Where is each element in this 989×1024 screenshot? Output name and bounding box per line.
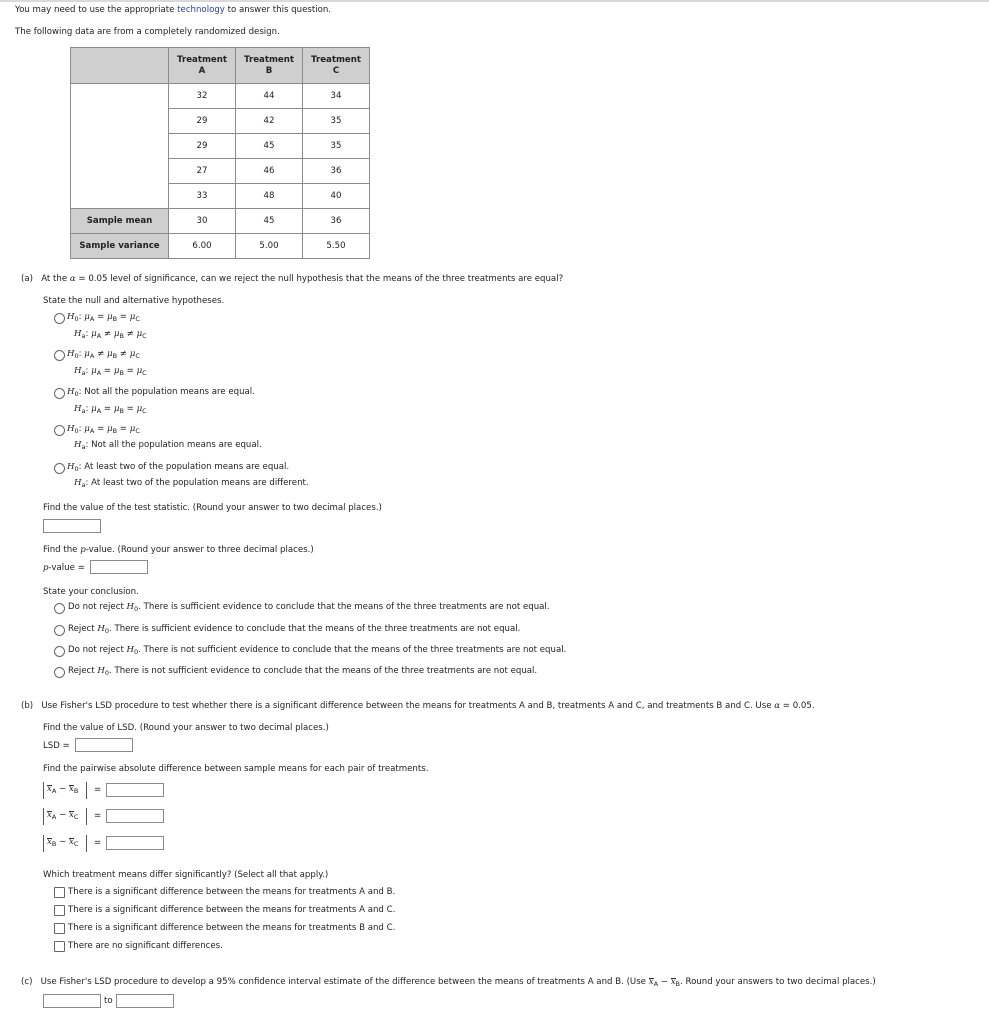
diff-bc-input[interactable] xyxy=(106,836,164,850)
abs-bar-left xyxy=(43,808,44,825)
conclusion-option-2-radio[interactable] xyxy=(54,625,65,636)
conclusion-option-3-radio[interactable] xyxy=(54,646,65,657)
technology-link[interactable]: technology xyxy=(177,5,225,15)
which-differ-prompt: Which treatment means differ significantly? (Select all that apply.) xyxy=(43,870,329,880)
hypothesis-option-4-h0: $H_0$: $\mu_A = \mu_B = \mu_C$ xyxy=(67,424,140,435)
conclusion-option-3-label: Do not reject $H_0$. There is not sufficient evidence to conclude that the means of the three treatments are not equal. xyxy=(68,645,567,656)
table-row: 33 48 40 xyxy=(71,184,370,209)
diff-bc-label: $x_B - x_C$ xyxy=(47,837,79,848)
hypothesis-option-5-ha: $H_a$: At least two of the population means are different. xyxy=(74,478,309,489)
conclusion-option-1-radio[interactable] xyxy=(54,603,65,614)
hypothesis-option-5-radio[interactable] xyxy=(54,463,65,474)
intro-line-1: You may need to use the appropriate technology to answer this question. xyxy=(15,5,332,15)
pairwise-prompt: Find the pairwise absolute difference between sample means for each pair of treatments. xyxy=(43,764,429,774)
hypothesis-option-1-h0: $H_0$: $\mu_A = \mu_B = \mu_C$ xyxy=(67,312,140,323)
abs-bar-right xyxy=(86,782,87,799)
hypothesis-option-3-h0: $H_0$: Not all the population means are equal. xyxy=(67,387,255,398)
diff-ab-label: $x_A - x_B$ xyxy=(47,784,79,795)
hypothesis-option-1-radio[interactable] xyxy=(54,313,65,324)
hypothesis-option-2-h0: $H_0$: $\mu_A \ne \mu_B \ne \mu_C$ xyxy=(67,349,140,360)
conclusion-option-2-label: Reject $H_0$. There is sufficient evidence to conclude that the means of the three treatments are not equal. xyxy=(68,624,521,635)
top-divider xyxy=(0,0,989,2)
sample-mean-row: Sample mean 30 45 36 xyxy=(71,209,370,234)
hypothesis-option-2-radio[interactable] xyxy=(54,350,65,361)
significance-checkbox-bc[interactable] xyxy=(54,923,65,934)
conclusion-prompt: State your conclusion. xyxy=(43,587,139,597)
hypothesis-option-2-ha: $H_a$: $\mu_A = \mu_B = \mu_C$ xyxy=(74,366,147,377)
hypothesis-option-3-radio[interactable] xyxy=(54,388,65,399)
pvalue-input[interactable] xyxy=(90,560,148,574)
hypotheses-prompt: State the null and alternative hypotheses. xyxy=(43,296,225,306)
diff-ac-label: $x_A - x_C$ xyxy=(47,810,79,821)
sample-variance-row: Sample variance 6.00 5.00 5.50 xyxy=(71,234,370,259)
sample-variance-label: Sample variance xyxy=(71,234,169,259)
pvalue-label: p-value = xyxy=(43,563,85,573)
significance-label-ab: There is a significant difference between the means for treatments A and B. xyxy=(68,887,396,897)
hypothesis-option-1-ha: $H_a$: $\mu_A \ne \mu_B \ne \mu_C$ xyxy=(74,329,147,340)
significance-label-ac: There is a significant difference between the means for treatments A and C. xyxy=(68,905,396,915)
lsd-input[interactable] xyxy=(75,738,133,752)
header-treatment-c: Treatment C xyxy=(303,48,370,84)
significance-label-none: There are no significant differences. xyxy=(68,941,223,951)
header-treatment-a: Treatment A xyxy=(169,48,236,84)
table-row: 29 42 35 xyxy=(71,109,370,134)
header-treatment-b: Treatment B xyxy=(236,48,303,84)
test-statistic-input[interactable] xyxy=(43,519,101,533)
diff-ab-equals: = xyxy=(94,785,102,795)
test-statistic-prompt: Find the value of the test statistic. (Round your answer to two decimal places.) xyxy=(43,503,382,513)
abs-bar-right xyxy=(86,835,87,852)
table-row: 27 46 36 xyxy=(71,159,370,184)
significance-checkbox-none[interactable] xyxy=(54,941,65,952)
data-table xyxy=(70,47,370,259)
hypothesis-option-5-h0: $H_0$: At least two of the population means are equal. xyxy=(67,462,290,473)
ci-lower-input[interactable] xyxy=(43,994,101,1008)
lsd-label: LSD = xyxy=(43,741,70,751)
significance-label-bc: There is a significant difference between the means for treatments B and C. xyxy=(68,923,396,933)
significance-checkbox-ac[interactable] xyxy=(54,905,65,916)
part-c-question: (c) Use Fisher's LSD procedure to develop a 95% confidence interval estimate of the difference between the means of treatments A and B. (Use $x_A - x_B$. Round your answers to two decimal places.) xyxy=(21,977,876,988)
lsd-prompt: Find the value of LSD. (Round your answer to two decimal places.) xyxy=(43,723,329,733)
sample-mean-label: Sample mean xyxy=(71,209,169,234)
table-row: 29 45 35 xyxy=(71,134,370,159)
conclusion-option-4-label: Reject $H_0$. There is not sufficient evidence to conclude that the means of the three treatments are not equal. xyxy=(68,666,538,677)
abs-bar-left xyxy=(43,835,44,852)
part-b-question: (b) Use Fisher's LSD procedure to test whether there is a significant difference between the means for treatments A and B, treatments A and C, and treatments B and C. Use α = 0.05. xyxy=(21,701,815,711)
diff-ac-input[interactable] xyxy=(106,809,164,823)
intro-line-2: The following data are from a completely randomized design. xyxy=(15,27,280,37)
hypothesis-option-4-radio[interactable] xyxy=(54,425,65,436)
ci-upper-input[interactable] xyxy=(116,994,174,1008)
part-a-question: (a) At the α = 0.05 level of significance, can we reject the null hypothesis that the means of the three treatments are equal? xyxy=(21,274,564,284)
diff-ac-equals: = xyxy=(94,811,102,821)
table-corner-cell xyxy=(71,48,169,84)
table-header-row xyxy=(71,48,370,84)
table-row: 32 44 34 xyxy=(71,84,370,109)
ci-to-label: to xyxy=(104,996,113,1006)
significance-checkbox-ab[interactable] xyxy=(54,887,65,898)
abs-bar-right xyxy=(86,808,87,825)
conclusion-option-4-radio[interactable] xyxy=(54,667,65,678)
conclusion-option-1-label: Do not reject $H_0$. There is sufficient evidence to conclude that the means of the three treatments are not equal. xyxy=(68,602,550,613)
diff-ab-input[interactable] xyxy=(106,783,164,797)
abs-bar-left xyxy=(43,782,44,799)
pvalue-prompt: Find the p-value. (Round your answer to three decimal places.) xyxy=(43,545,314,555)
hypothesis-option-4-ha: $H_a$: Not all the population means are equal. xyxy=(74,440,262,451)
hypothesis-option-3-ha: $H_a$: $\mu_A = \mu_B = \mu_C$ xyxy=(74,404,147,415)
diff-bc-equals: = xyxy=(94,838,102,848)
